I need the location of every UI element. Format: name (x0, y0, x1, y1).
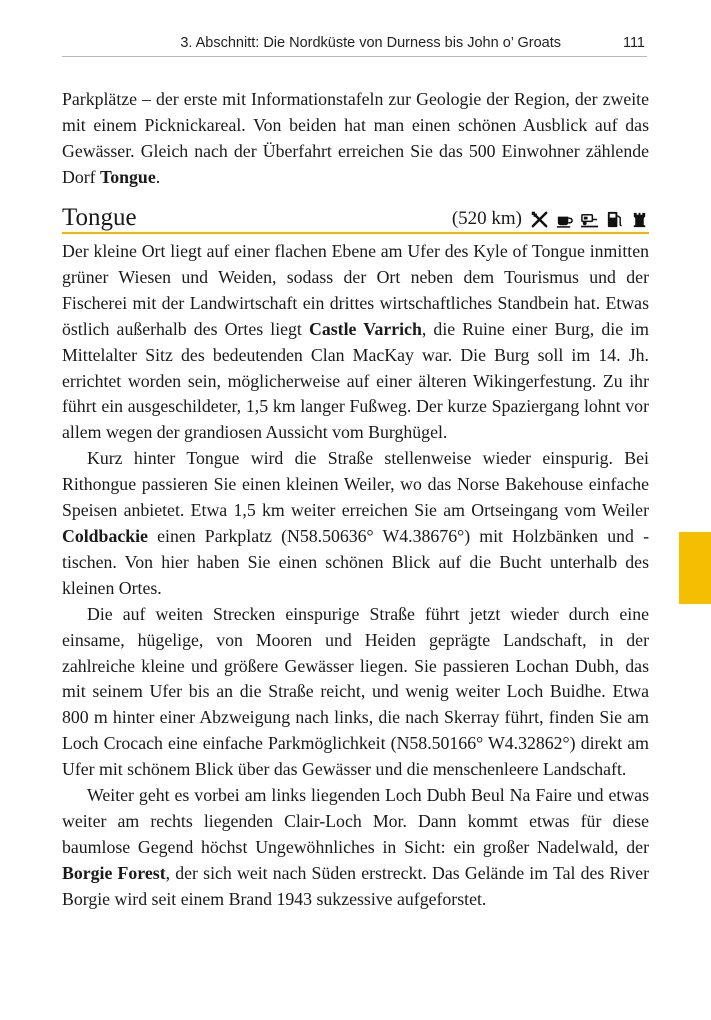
p4-text-1: Weiter geht es vorbei am links liegenden Loch Dubh Beul Na Faire und etwas weiter am rechts liegenden Clair-Loch Mor. Dann kommt etwas für diese baumlose Gegend höchst Ungewöhnliches in Sicht: ein großer Nadelwald, der (62, 785, 649, 857)
p1-text-1: Der kleine Ort liegt auf einer flachen Ebene am Ufer des Kyle of Tongue inmitten grüner Wiesen und Weiden, sodass der Ort neben dem Tourismus und der Fischerei mit der Landwirtschaft ein drittes wirtschaftliches Standbein hat. Etwas östlich außerhalb des Ortes liegt (62, 241, 649, 339)
p2-text-2: einen Parkplatz (N58.50636° W4.38676°) mit Holzbänken und -tischen. Von hier haben Sie einen schönen Blick auf die Bucht unterhalb des kleinen Ortes. (62, 525, 649, 598)
intro-paragraph-block (62, 87, 649, 191)
castle-icon (630, 210, 649, 229)
intro-paragraph (62, 87, 649, 191)
chapter-thumb-tab (679, 532, 711, 604)
intro-text-1: Parkplätze – der erste mit Informationstafeln zur Geologie der Region, der zweite mit einem Picknickareal. Von beiden hat man einen schönen Ausblick auf das Gewässer. Gleich nach der Überfahrt erreichen Sie das 500 Einwohner zählende Dorf (62, 89, 649, 187)
paragraph-4 (62, 783, 649, 913)
paragraph-2 (62, 446, 649, 601)
cafe-icon (555, 210, 574, 229)
intro-text-2: . (155, 166, 161, 187)
page-number: 111 (622, 35, 645, 51)
intro-bold-place: Tongue (100, 166, 156, 187)
section-body (62, 239, 649, 913)
paragraph-3: Die auf weiten Strecken einspurige Straße führt jetzt wieder durch eine einsame, hügelige, von Mooren und Heiden geprägte Landschaft, in der zahlreiche kleine und größere Gewässer liegen. Sie passieren Lochan Dubh, das mit seinem Ufer bis an die Straße reicht, und wenig weiter Loch Buidhe. Etwa 800 m hinter einer Abzweigung nach links, die nach Skerray führt, finden Sie am Loch Crocach eine einfache Parkmöglichkeit (N58.50166° W4.32862°) direkt am Ufer mit schönem Blick über das Gewässer und die menschenleere Landschaft. (62, 603, 649, 780)
p1-text-2: , die Ruine einer Burg, die im Mittelalter Sitz des bedeutenden Clan MacKay war. Die Burg soll im 14. Jh. errichtet worden sein, möglicherweise auf einer älteren Wikingerfestung. Zu ihr führt ein ausgeschildeter, 1,5 km langer Fußweg. Der kurze Spaziergang lohnt vor allem wegen der grandiosen Aussicht vom Burghügel. (62, 318, 650, 443)
section-title: Tongue (62, 204, 137, 231)
section-distance: (520 km) (451, 208, 522, 229)
running-header (62, 34, 647, 57)
p2-text-1: Kurz hinter Tongue wird die Straße stellenweise wieder einspurig. Bei Rithongue passieren Sie einen kleinen Weiler, wo das Norse Bakehouse einfache Speisen anbietet. Etwa 1,5 km weiter erreichen Sie am Ortseingang vom Weiler (62, 448, 649, 521)
p4-bold-borgie-forest: Borgie Forest (62, 862, 166, 883)
restaurant-icon (530, 210, 549, 229)
fuel-station-icon (605, 210, 624, 229)
chapter-title: 3. Abschnitt: Die Nordküste von Durness bis John o’ Groats (180, 35, 561, 51)
campsite-icon (580, 210, 599, 229)
paragraph-1 (62, 239, 649, 446)
section-meta (452, 208, 649, 230)
p2-bold-coldbackie: Coldbackie (62, 525, 148, 546)
p1-bold-castle-varrich: Castle Varrich (309, 318, 422, 339)
p4-text-2: , der sich weit nach Süden erstreckt. Das Gelände im Tal des River Borgie wird seit einem Brand 1943 sukzessive aufgeforstet. (62, 862, 649, 909)
section-heading (62, 203, 649, 234)
